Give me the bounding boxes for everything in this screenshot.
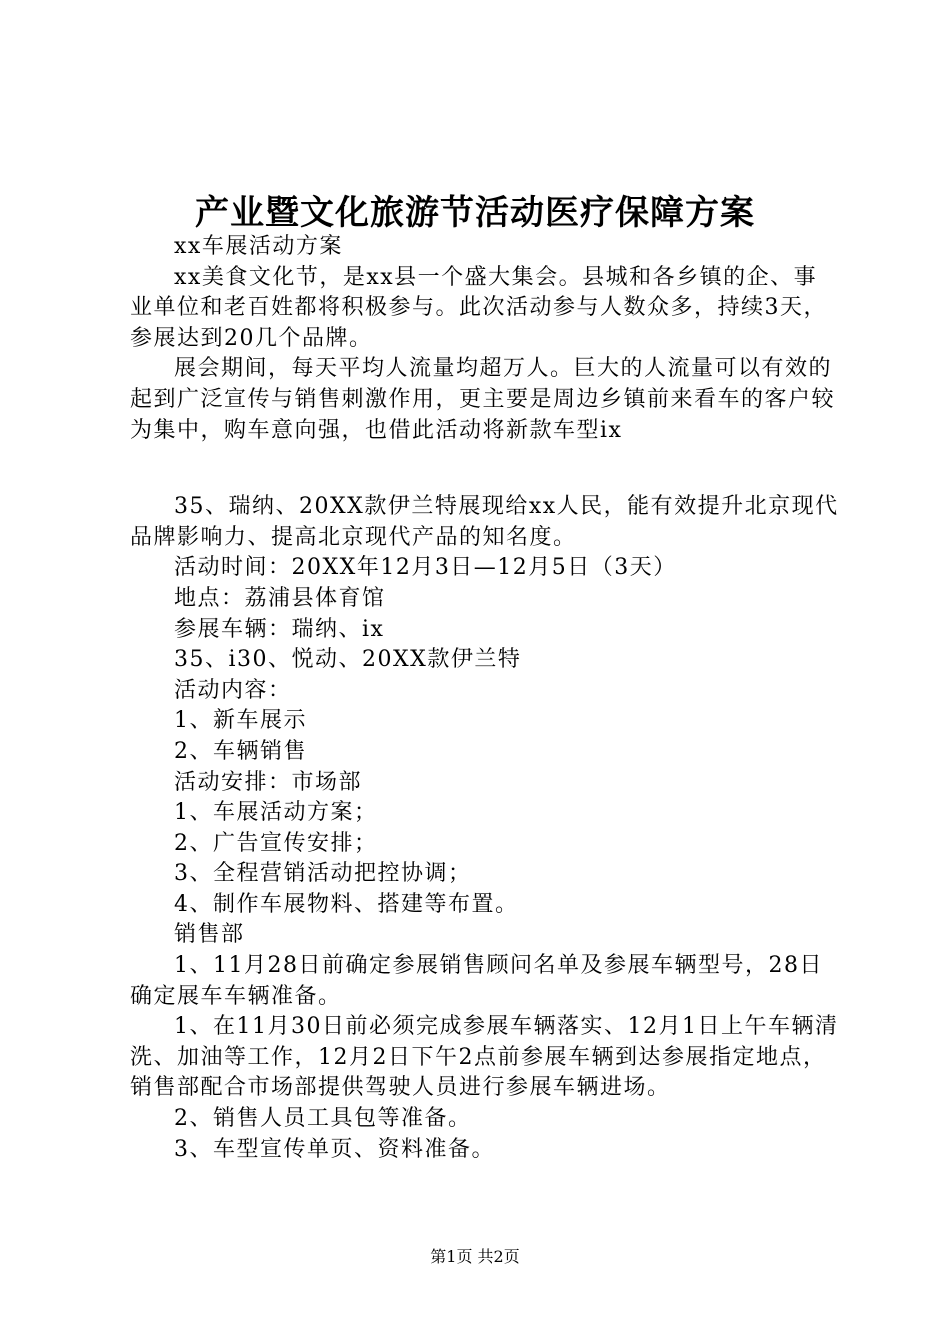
paragraph: 2、车辆销售: [174, 738, 307, 764]
paragraph: 35、i30、悦动、20XX款伊兰特: [174, 647, 522, 673]
paragraph: 3、车型宣传单页、资料准备。: [174, 1136, 495, 1162]
paragraph: 活动内容：: [174, 677, 292, 703]
paragraph: 1、在11月30日前必须完成参展车辆落实、12月1日上午车辆清洗、加油等工作，12月2日下午2点前参展车辆到达参展指定地点，销售部配合市场部提供驾驶人员进行参展车辆进场。: [130, 1014, 839, 1101]
paragraph: 3、全程营销活动把控协调；: [174, 861, 472, 887]
paragraph: xx美食文化节，是xx县一个盛大集会。县城和各乡镇的企、事业单位和老百姓都将积极参与。此次活动参与人数众多，持续3天，参展达到20几个品牌。: [130, 264, 827, 351]
document-body: [130, 232, 840, 1165]
paragraph: 1、新车展示: [174, 708, 307, 734]
paragraph: xx车展活动方案: [174, 234, 343, 259]
paragraph: 2、广告宣传安排；: [174, 830, 378, 856]
paragraph: 活动安排：市场部: [174, 769, 363, 795]
paragraph-gap: [130, 446, 840, 492]
document-title: 产业暨文化旅游节活动医疗保障方案: [195, 193, 755, 233]
paragraph: 地点：荔浦县体育馆: [174, 585, 386, 611]
paragraph: 4、制作车展物料、搭建等布置。: [174, 891, 519, 917]
paragraph: 1、车展活动方案；: [174, 800, 378, 826]
paragraph: 参展车辆：瑞纳、ix: [174, 616, 385, 642]
paragraph: 销售部: [174, 922, 245, 948]
paragraph: 活动时间：20XX年12月3日—12月5日（3天）: [174, 555, 677, 581]
paragraph: 展会期间，每天平均人流量均超万人。巨大的人流量可以有效的起到广泛宣传与销售刺激作用，更主要是周边乡镇前来看车的客户较为集中，购车意向强，也借此活动将新款车型ix: [130, 356, 836, 443]
page-indicator: 第1页 共2页: [430, 1247, 520, 1266]
paragraph: 2、销售人员工具包等准备。: [174, 1106, 472, 1132]
paragraph: 1、11月28日前确定参展销售顾问名单及参展车辆型号，28日确定展车车辆准备。: [130, 953, 823, 1009]
paragraph: 35、瑞纳、20XX款伊兰特展现给xx人民，能有效提升北京现代品牌影响力、提高北京现代产品的知名度。: [130, 494, 839, 550]
